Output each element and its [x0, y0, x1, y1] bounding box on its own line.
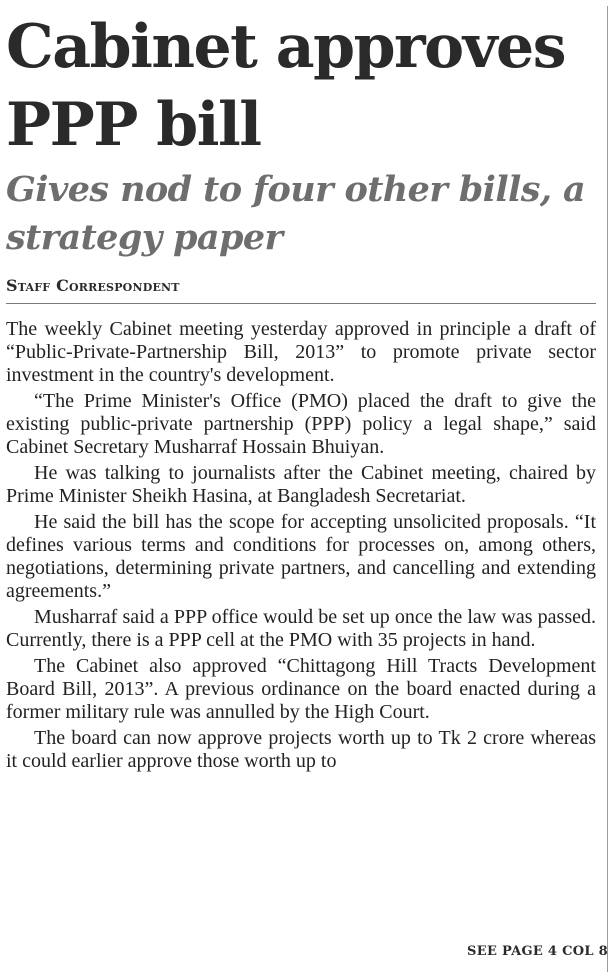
column-divider — [607, 6, 608, 972]
paragraph: “The Prime Minister's Office (PMO) placed the draft to give the existing public-private partnership (PPP) policy a legal shape,” said Cabinet Secretary Musharraf Hossain Bhuiyan. — [6, 390, 596, 458]
headline: Cabinet approves PPP bill — [6, 12, 566, 160]
paragraph: Musharraf said a PPP office would be set up once the law was passed. Currently, there is a PPP cell at the PMO with 35 projects in hand. — [6, 606, 596, 651]
paragraph: He said the bill has the scope for accepting unsolicited proposals. “It defines various terms and conditions for processes on, among others, negotiations, determining private partners, and cancelling and extending agreements.” — [6, 511, 596, 602]
paragraph: The Cabinet also approved “Chittagong Hill Tracts Development Board Bill, 2013”. A previous ordinance on the board enacted during a former military rule was annulled by the High Court. — [6, 655, 596, 723]
paragraph: The weekly Cabinet meeting yesterday approved in principle a draft of “Public-Private-Partnership Bill, 2013” to promote private sector investment in the country's development. — [6, 318, 596, 386]
byline: Staff Correspondent — [6, 276, 180, 295]
continued-on-page-note: SEE PAGE 4 COL 8 — [467, 944, 608, 959]
article-column — [6, 0, 596, 980]
paragraph: The board can now approve projects worth up to Tk 2 crore whereas it could earlier approve those worth up to — [6, 727, 596, 772]
paragraph: He was talking to journalists after the Cabinet meeting, chaired by Prime Minister Sheikh Hasina, at Bangladesh Secretariat. — [6, 462, 596, 507]
subheadline: Gives nod to four other bills, a strategy paper — [6, 169, 586, 258]
byline-divider — [6, 303, 596, 304]
article-body — [6, 318, 596, 773]
